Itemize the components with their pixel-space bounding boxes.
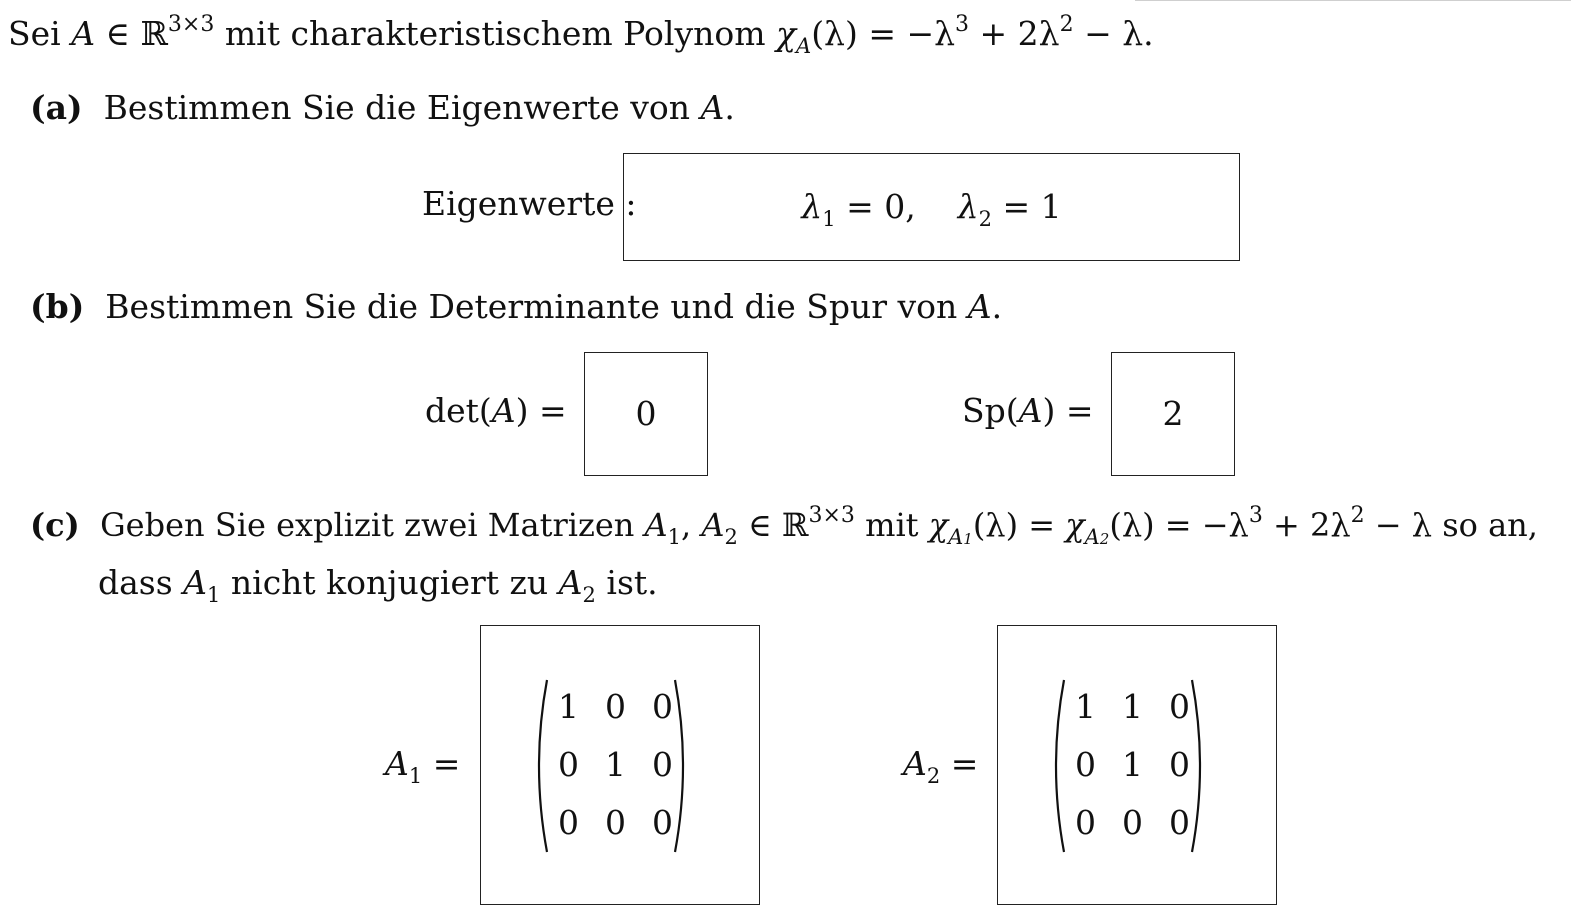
- part-c-mid: + 2λ: [1262, 506, 1351, 544]
- sp-var: A: [1018, 391, 1043, 430]
- part-c-line2-a2: A: [558, 563, 583, 602]
- part-c-line2-a2-sub: 2: [582, 583, 596, 607]
- a2-cell: 0: [1169, 803, 1190, 842]
- part-c-in: ∈: [748, 506, 772, 544]
- det-label: [425, 391, 567, 431]
- part-c-mit: mit: [865, 506, 919, 544]
- det-value: 0: [635, 394, 657, 433]
- part-c-chi1: χ: [928, 506, 949, 544]
- intro-var-a: A: [71, 14, 96, 53]
- part-c-chi1-sub-a: A: [948, 525, 964, 549]
- intro-text-sei: Sei: [8, 14, 61, 53]
- a2-label-var: A: [903, 744, 927, 783]
- intro-chi-sub: A: [796, 34, 812, 58]
- top-rule: [1135, 0, 1571, 1]
- det-answer-box: [584, 352, 708, 476]
- a1-label-sub: 1: [408, 764, 423, 788]
- a2-cell: 1: [1075, 687, 1096, 726]
- a2-cell: 0: [1122, 803, 1143, 842]
- part-c-chi2-sub-a: A: [1084, 525, 1100, 549]
- part-b-text: Bestimmen Sie die Determinante und die Spur von: [105, 287, 958, 326]
- a2-cell: 1: [1122, 745, 1143, 784]
- part-c-chi1-sub-1: 1: [963, 530, 973, 548]
- det-var: A: [491, 391, 516, 430]
- sp-suffix: ) =: [1042, 391, 1094, 430]
- sp-label: [962, 391, 1093, 431]
- a2-cell: 0: [1169, 687, 1190, 726]
- part-c-ist: ist.: [606, 563, 658, 602]
- intro-dims: 3×3: [167, 12, 215, 37]
- a2-cell: 1: [1122, 687, 1143, 726]
- a2-label-sub: 2: [926, 764, 941, 788]
- part-c-question-line2: [98, 563, 658, 607]
- a2-cell: 0: [1075, 745, 1096, 784]
- part-c-comma: ,: [681, 506, 692, 544]
- part-c-chi2: χ: [1065, 506, 1085, 544]
- a2-cell: 0: [1169, 745, 1190, 784]
- part-a-period: .: [724, 88, 735, 127]
- part-c-a1-sub: 1: [667, 525, 682, 549]
- det-suffix: ) =: [515, 391, 567, 430]
- a1-cell: 1: [558, 687, 579, 726]
- part-c-dims: 3×3: [808, 503, 855, 528]
- part-b-var: A: [967, 287, 992, 326]
- lambda-2-value: = 1: [992, 187, 1062, 226]
- a1-label-var: A: [385, 744, 409, 783]
- intro-reals-symbol: ℝ: [140, 14, 168, 53]
- part-c-chi2-sub: [1085, 525, 1110, 549]
- a2-label: [903, 744, 979, 788]
- part-c-dass: dass: [98, 563, 173, 602]
- lambda-1-sub: 1: [822, 207, 836, 231]
- part-a-text: Bestimmen Sie die Eigenwerte von: [103, 88, 691, 127]
- part-c-eq-arg: (λ) =: [972, 506, 1056, 544]
- lambda-2-sub: 2: [978, 207, 993, 231]
- part-c-exp2: 2: [1350, 503, 1365, 528]
- part-c-line2-a1-sub: 1: [207, 583, 221, 607]
- part-c-so-an: so an,: [1442, 506, 1538, 544]
- a1-cell: 0: [605, 803, 626, 842]
- eigenwerte-answer-box: [623, 153, 1240, 261]
- eigenwerte-label: Eigenwerte :: [422, 184, 637, 223]
- intro-text-polynom: mit charakteristischem Polynom: [224, 14, 766, 53]
- part-a-label: (a): [30, 88, 83, 127]
- part-a-var: A: [700, 88, 725, 127]
- sp-prefix: Sp(: [962, 391, 1019, 430]
- intro-poly-1: (λ) = −λ: [811, 14, 956, 53]
- part-c-a2-sub: 2: [724, 525, 738, 549]
- a1-cell: 0: [558, 745, 579, 784]
- intro-exp2: 2: [1059, 12, 1074, 37]
- a2-cell: 0: [1075, 803, 1096, 842]
- part-c-a1: A: [644, 506, 668, 544]
- a1-answer-box: [480, 625, 760, 905]
- intro-in-symbol: ∈: [105, 14, 130, 53]
- part-c-label: (c): [30, 506, 80, 544]
- part-c-tail: (λ) = −λ: [1109, 506, 1249, 544]
- a1-label-eq: =: [432, 744, 461, 783]
- a1-matrix: [545, 678, 686, 852]
- part-c-chi1-sub: [948, 525, 973, 549]
- part-c-text1: Geben Sie explizit zwei Matrizen: [100, 506, 635, 544]
- lambda-1-value: = 0,: [835, 187, 916, 226]
- intro-exp3: 3: [955, 12, 970, 37]
- eigenwerte-answer: [801, 187, 1062, 231]
- lambda-2: λ: [957, 187, 979, 226]
- lambda-1: λ: [801, 187, 823, 226]
- part-c-a2: A: [701, 506, 725, 544]
- sp-value: 2: [1162, 394, 1184, 433]
- part-b-label: (b): [30, 287, 85, 326]
- part-c-exp3: 3: [1248, 503, 1263, 528]
- intro-poly-2: + 2λ: [969, 14, 1060, 53]
- part-c-end: − λ: [1364, 506, 1433, 544]
- part-c-question-line1: [30, 503, 1538, 549]
- sp-answer-box: [1111, 352, 1235, 476]
- a1-cell: 0: [558, 803, 579, 842]
- part-a-question: [30, 88, 735, 128]
- part-b-question: [30, 287, 1002, 327]
- part-c-chi2-sub-2: 2: [1099, 530, 1110, 548]
- a1-label: [385, 744, 461, 788]
- part-c-nicht-konjugiert: nicht konjugiert zu: [230, 563, 549, 602]
- a2-answer-box: [997, 625, 1277, 905]
- a1-cell: 0: [605, 687, 626, 726]
- det-prefix: det(: [425, 391, 492, 430]
- part-c-reals: ℝ: [781, 506, 809, 544]
- intro-line: [8, 12, 1154, 58]
- part-c-line2-a1: A: [183, 563, 208, 602]
- part-b-period: .: [991, 287, 1003, 326]
- a1-cell: 0: [652, 803, 673, 842]
- a2-matrix: [1062, 678, 1203, 852]
- a1-cell: 1: [605, 745, 626, 784]
- a2-label-eq: =: [950, 744, 979, 783]
- a1-cell: 0: [652, 745, 673, 784]
- a1-cell: 0: [652, 687, 673, 726]
- intro-chi: χ: [776, 14, 797, 53]
- intro-poly-3: − λ.: [1073, 14, 1154, 53]
